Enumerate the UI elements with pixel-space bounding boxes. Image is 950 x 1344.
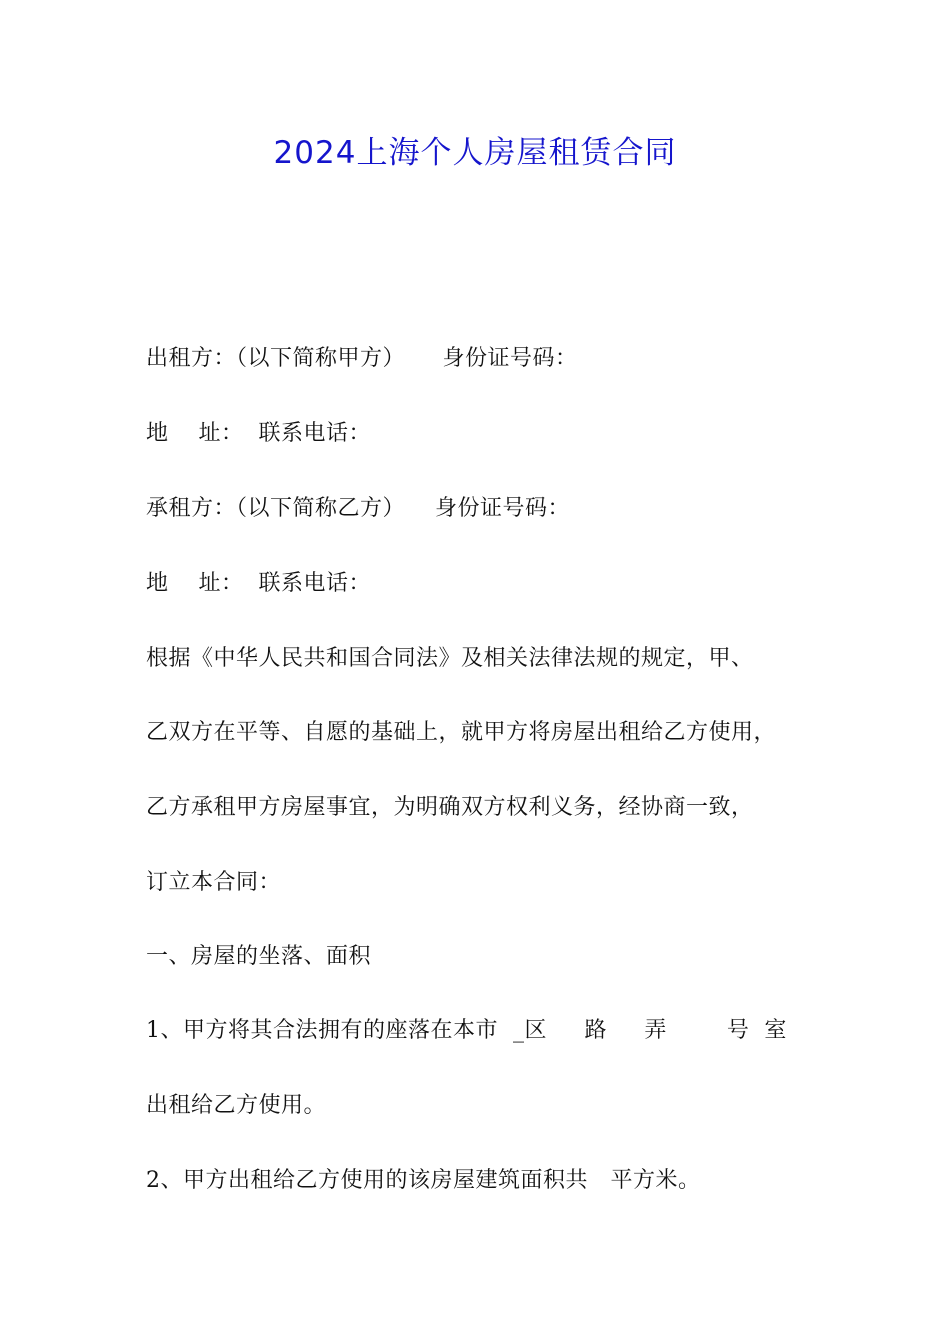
document-title: 2024上海个人房屋租赁合同 (273, 135, 677, 171)
lessee-line: 承租方：（以下简称乙方） 身份证号码： (146, 496, 570, 521)
clause-1-line-1: 1、甲方将其合法拥有的座落在本市 _区 路 弄 号 室 (146, 1018, 787, 1043)
section-heading-1: 一、房屋的坐落、面积 (146, 944, 372, 969)
lessee-address-line: 地 址： 联系电话： (146, 571, 371, 596)
clause-2-line: 2、甲方出租给乙方使用的该房屋建筑面积共 平方米。 (146, 1168, 701, 1193)
preamble-line-3: 乙方承租甲方房屋事宜，为明确双方权利义务，经协商一致， (146, 795, 754, 820)
lessor-line: 出租方：（以下简称甲方） 身份证号码： (146, 346, 578, 371)
clause-1-line-2: 出租给乙方使用。 (146, 1093, 327, 1118)
lessor-address-line: 地 址： 联系电话： (146, 421, 371, 446)
preamble-line-4: 订立本合同： (146, 870, 282, 895)
preamble-line-2: 乙双方在平等、自愿的基础上，就甲方将房屋出租给乙方使用， (146, 720, 777, 745)
preamble-line-1: 根据《中华人民共和国合同法》及相关法律法规的规定，甲、 (146, 646, 754, 671)
